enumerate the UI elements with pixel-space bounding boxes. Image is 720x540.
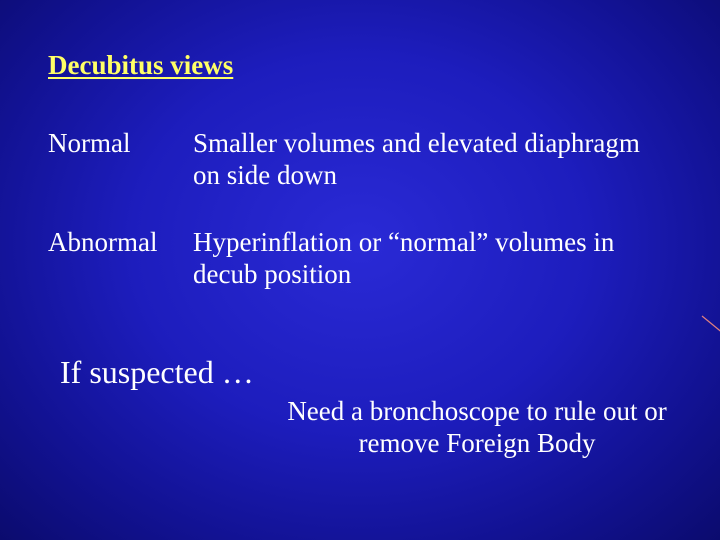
suspected-heading: If suspected … [60,354,254,390]
row-label-abnormal: Abnormal [48,227,158,257]
row-description-normal: Smaller volumes and elevated diaphragm on side down [193,128,640,190]
slide-title: Decubitus views [48,50,234,80]
row-description-abnormal: Hyperinflation or “normal” volumes in decub position [193,227,615,289]
row-label-normal: Normal [48,128,131,158]
decorative-line [696,306,720,336]
conclusion-text: Need a bronchoscope to rule out or remove Foreign Body [287,396,667,458]
